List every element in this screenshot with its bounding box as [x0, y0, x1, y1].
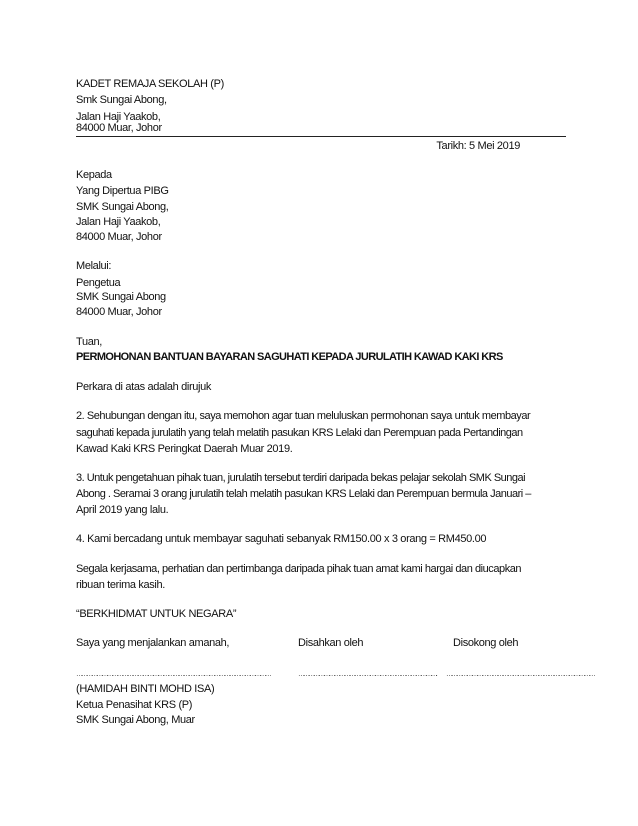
via-line-3: SMK Sungai Abong — [76, 291, 166, 303]
signature-label-applicant: Saya yang menjalankan amanah, — [76, 637, 230, 649]
paragraph-2-line-2: saguhati kepada jurulatih yang telah melatih pasukan KRS Lelaki dan Perempuan pada Pertandingan — [76, 427, 523, 439]
via-line-2: Pengetua — [76, 277, 121, 289]
recipient-line-4: Jalan Haji Yaakob, — [76, 216, 161, 228]
sender-line-1: KADET REMAJA SEKOLAH (P) — [76, 78, 224, 90]
closing-line-2: ribuan terima kasih. — [76, 579, 165, 591]
letter-date: Tarikh: 5 Mei 2019 — [436, 140, 520, 152]
signature-line-verified: ………………………………………………………………………. — [298, 671, 436, 678]
via-line-4: 84000 Muar, Johor — [76, 306, 162, 318]
salutation: Tuan, — [76, 336, 102, 348]
signatory-title: Ketua Penasihat KRS (P) — [76, 699, 193, 711]
paragraph-2-line-3: Kawad Kaki KRS Peringkat Daerah Muar 2019. — [76, 443, 293, 455]
paragraph-3-line-1: 3. Untuk pengetahuan pihak tuan, jurulatih tersebut terdiri daripada bekas pelajar sekolah SMK Sungai — [76, 472, 526, 484]
paragraph-4: 4. Kami bercadang untuk membayar saguhati sebanyak RM150.00 x 3 orang = RM450.00 — [76, 533, 487, 545]
motto: “BERKHIDMAT UNTUK NEGARA” — [76, 608, 237, 620]
signature-line-supported: …………………………………………………………………………… — [446, 671, 594, 678]
paragraph-3-line-3: April 2019 yang lalu. — [76, 504, 169, 516]
signatory-organization: SMK Sungai Abong, Muar — [76, 714, 195, 726]
sender-line-4: 84000 Muar, Johor — [76, 122, 162, 134]
signatory-name: (HAMIDAH BINTI MOHD ISA) — [76, 683, 215, 695]
recipient-line-5: 84000 Muar, Johor — [76, 231, 162, 243]
paragraph-1: Perkara di atas adalah dirujuk — [76, 381, 212, 393]
paragraph-2-line-1: 2. Sehubungan dengan itu, saya memohon agar tuan meluluskan permohonan saya untuk membayar — [76, 410, 531, 422]
subject-line: PERMOHONAN BANTUAN BAYARAN SAGUHATI KEPADA JURULATIH KAWAD KAKI KRS — [76, 351, 503, 363]
recipient-line-1: Kepada — [76, 169, 112, 181]
paragraph-3-line-2: Abong . Seramai 3 orang jurulatih telah melatih pasukan KRS Lelaki dan Perempuan bermula Januari – — [76, 488, 531, 500]
recipient-line-2: Yang Dipertua PIBG — [76, 185, 169, 197]
signature-label-supported: Disokong oleh — [453, 637, 519, 649]
signature-line-applicant: …………………………………………………………………………………………………… — [76, 671, 270, 678]
via-line-1: Melalui: — [76, 260, 112, 272]
closing-line-1: Segala kerjasama, perhatian dan pertimbanga daripada pihak tuan amat kami hargai dan diucapkan — [76, 563, 522, 575]
recipient-line-3: SMK Sungai Abong, — [76, 201, 169, 213]
sender-line-2: Smk Sungai Abong, — [76, 94, 167, 106]
header-divider — [76, 136, 566, 137]
sender-line-3: Jalan Haji Yaakob, — [76, 111, 161, 123]
signature-label-verified: Disahkan oleh — [298, 637, 364, 649]
